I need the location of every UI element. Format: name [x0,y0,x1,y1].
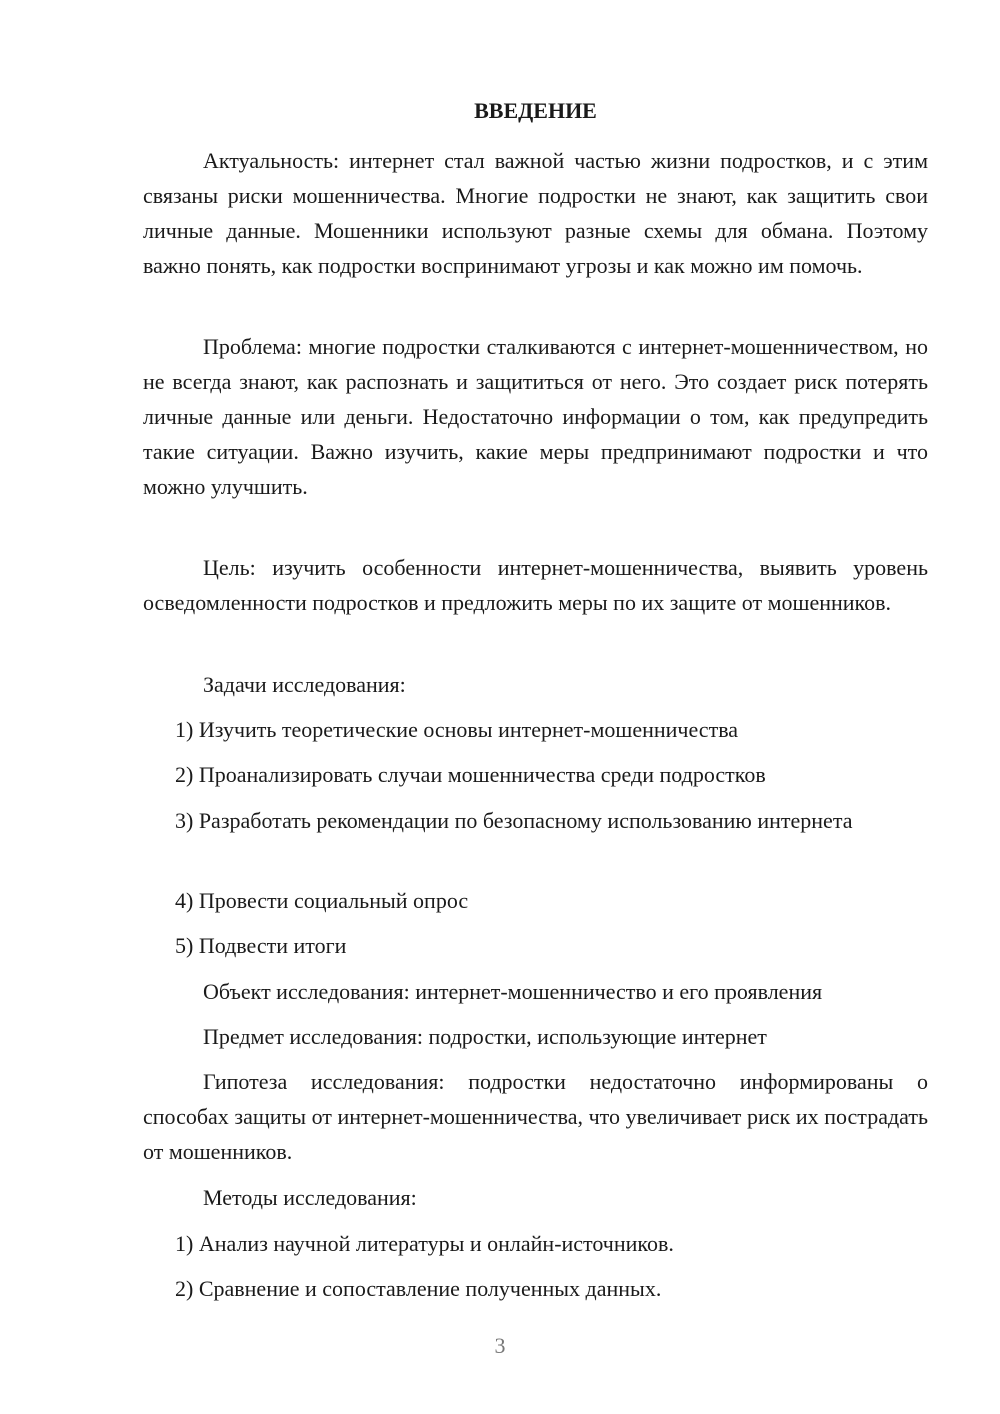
problem-paragraph: Проблема: многие подростки сталкиваются с интернет-мошенничеством, но не всегда знают, как распознать и защититься от него. Это создает риск потерять личные данные или деньги. Недостаточно информации о том, как предупредить такие ситуации. Важно изучить, какие меры предпринимают подростки и что можно улучшить. [143,334,928,499]
method-item-1: 1) Анализ научной литературы и онлайн-источников. [175,1231,674,1256]
tasks-title: Задачи исследования: [203,672,406,697]
methods-title: Методы исследования: [203,1185,417,1210]
subject-paragraph: Предмет исследования: подростки, использующие интернет [203,1024,767,1049]
task-item-4: 4) Провести социальный опрос [175,888,469,913]
task-item-3: 3) Разработать рекомендации по безопасному использованию интернета [175,808,853,833]
hypothesis-paragraph: Гипотеза исследования: подростки недостаточно информированы о способах защиты от интернет-мошенничества, что увеличивает риск их пострадать от мошенников. [143,1069,928,1164]
object-paragraph: Объект исследования: интернет-мошенничество и его проявления [203,979,823,1004]
goal-paragraph: Цель: изучить особенности интернет-мошенничества, выявить уровень осведомленности подростков и предложить меры по их защите от мошенников. [143,555,928,615]
task-item-1: 1) Изучить теоретические основы интернет-мошенничества [175,717,739,742]
page-number: 3 [494,1333,506,1358]
method-item-2: 2) Сравнение и сопоставление полученных данных. [175,1276,662,1301]
relevance-paragraph: Актуальность: интернет стал важной частью жизни подростков, и с этим связаны риски мошенничества. Многие подростки не знают, как защитить свои личные данные. Мошенники используют разные схемы для обмана. Поэтому важно понять, как подростки воспринимают угрозы и как можно им помочь. [143,148,928,278]
task-item-2: 2) Проанализировать случаи мошенничества среди подростков [175,762,766,787]
page-title: ВВЕДЕНИЕ [474,98,597,123]
task-item-5: 5) Подвести итоги [175,933,347,958]
